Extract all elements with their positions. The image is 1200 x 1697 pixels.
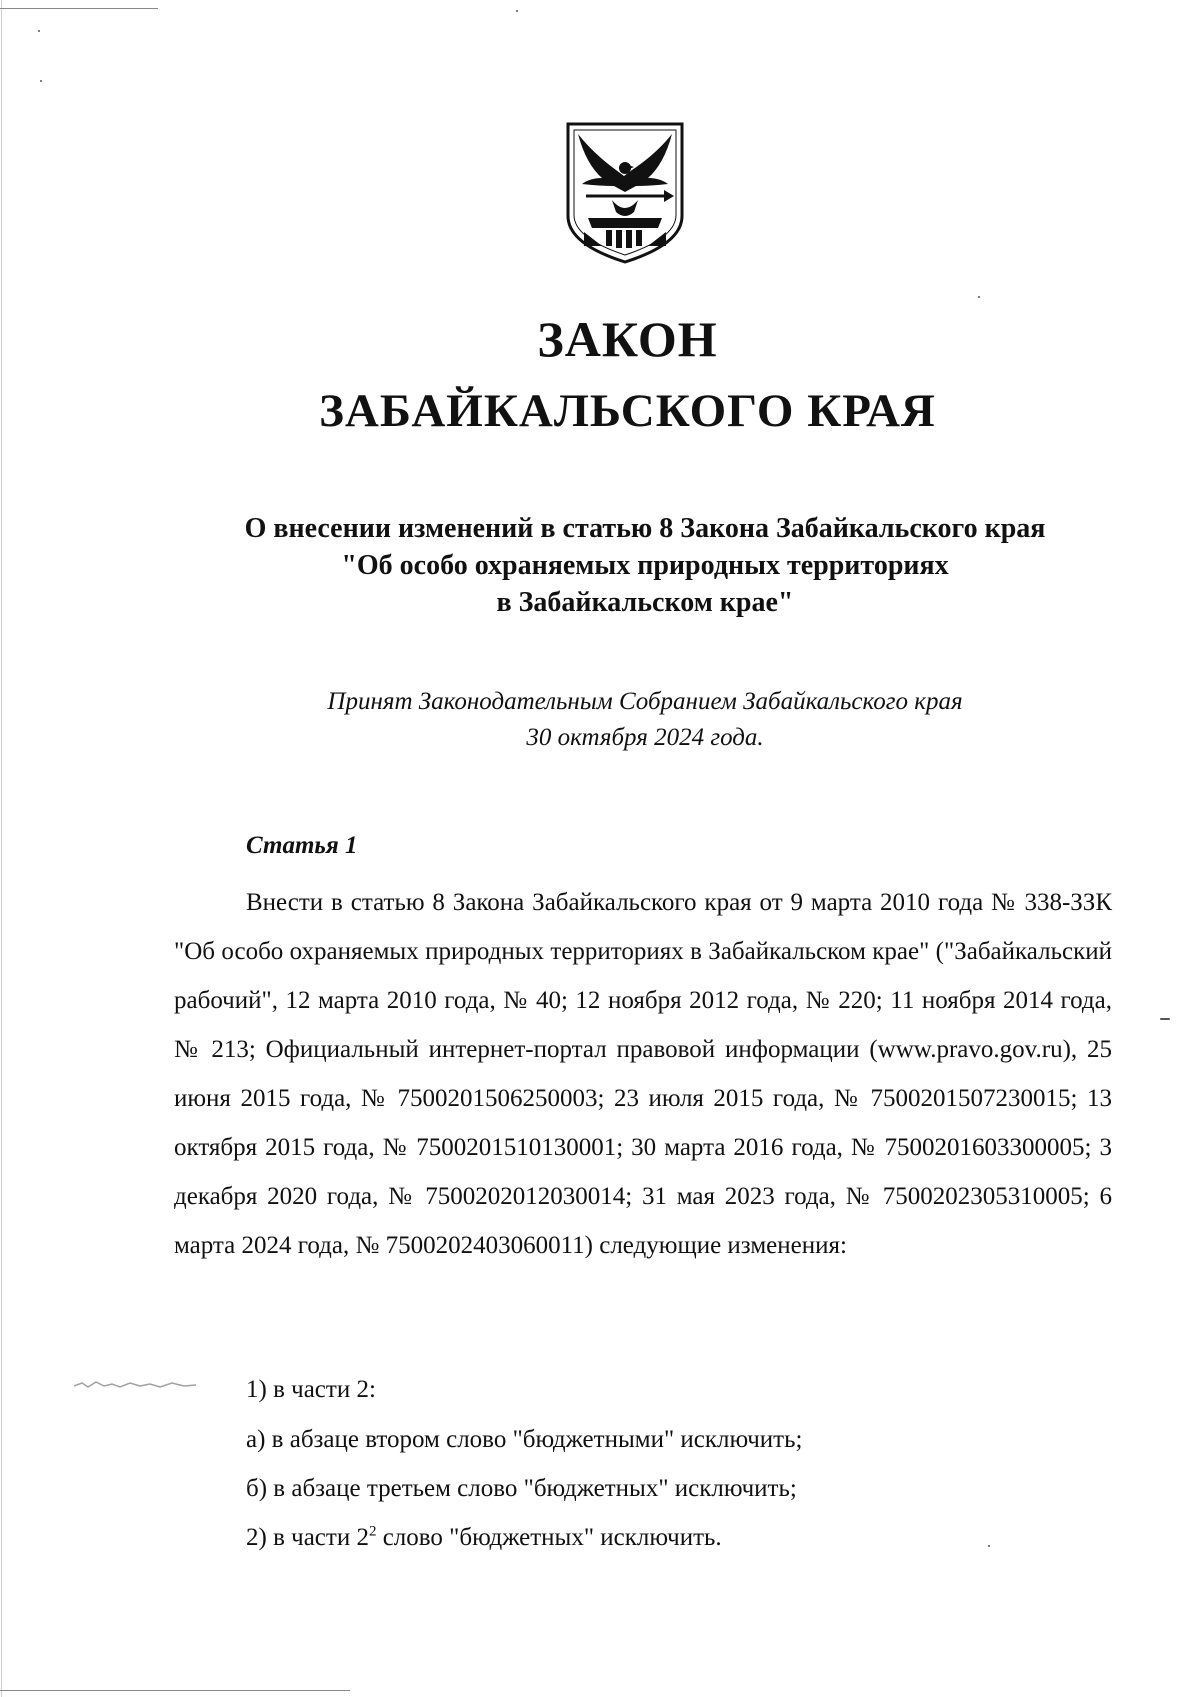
margin-scribble — [74, 1380, 224, 1390]
subject-line: в Забайкальском крае" — [496, 587, 794, 618]
coat-of-arms-icon — [564, 120, 686, 266]
subject-line: О внесении изменений в статью 8 Закона Забайкальского края — [244, 513, 1046, 544]
law-subject — [150, 510, 1140, 621]
scan-edge — [1, 0, 2, 1697]
amendment-item-1: 1) в части 2: — [246, 1376, 376, 1403]
scan-speck — [516, 10, 518, 12]
scan-speck — [988, 1545, 990, 1547]
scan-speck — [978, 296, 980, 298]
article-body-paragraph: Внести в статью 8 Закона Забайкальского края от 9 марта 2010 года № 338-ЗЗК "Об особо охраняемых природных территориях в Забайкальском крае" ("Забайкальский рабочий", 12 марта 2010 года, № 40; 12 ноября 2012 года, № 220; 11 ноября 2014 года, № 213; Официальный интернет-портал правовой информации (www.pravo.gov.ru), 25 июня 2015 года, № 7500201506250003; 23 июля 2015 года, № 7500201507230015; 13 октября 2015 года, № 7500201510130001; 30 марта 2016 года, № 7500201603300005; 3 декабря 2020 года, № 7500202012030014; 31 мая 2023 года, № 7500202305310005; 6 марта 2024 года, № 7500202403060011) следующие изменения: — [174, 889, 1112, 1259]
article-heading: Статья 1 — [246, 832, 358, 859]
adoption-line: Принят Законодательным Собранием Забайкальского края — [327, 688, 963, 715]
subject-line: "Об особо охраняемых природных территориях — [341, 550, 949, 581]
amendment-item-2-prefix: 2) в части 2 — [246, 1524, 369, 1551]
document-type-title: ЗАКОН — [537, 311, 718, 367]
amendment-subitem-b: б) в абзаце третьем слово "бюджетных" исключить; — [246, 1475, 797, 1502]
adoption-note — [150, 684, 1140, 756]
scan-speck — [1160, 1018, 1170, 1020]
amendment-item-2-suffix: слово "бюджетных" исключить. — [376, 1524, 722, 1551]
amendment-subitem-a: а) в абзаце втором слово "бюджетными" исключить; — [246, 1426, 803, 1453]
adoption-date: 30 октября 2024 года. — [526, 724, 764, 751]
scan-speck — [38, 30, 40, 32]
amendment-item-2 — [246, 1520, 722, 1556]
scan-artifact-line — [0, 8, 158, 9]
scan-artifact-line — [0, 1690, 350, 1691]
superscript-part-number: 2 — [368, 1523, 377, 1540]
scan-speck — [40, 80, 42, 82]
issuer-title: ЗАБАЙКАЛЬСКОГО КРАЯ — [319, 385, 936, 437]
